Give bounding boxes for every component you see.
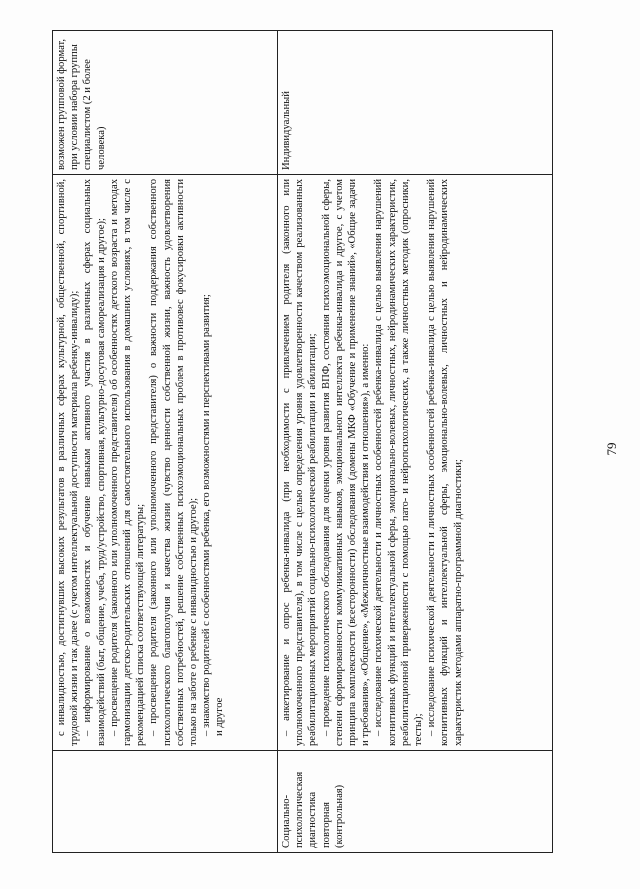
paragraph: – исследование психической деятельности и личностных особенностей ребенка-инвалида с целью выявления нарушений когнитивных функций и интеллектуальной сферы, эмоционально-волевых, личностных, нейродинамических характеристик, реабилитационной приверженности с помощью пато- и нейропсихологических, а также личностных методик (опросники, тесты);	[373, 179, 425, 746]
table-row	[278, 31, 553, 853]
paragraph: и другое	[214, 697, 226, 736]
paragraph: – просвещение родителя (законного или уполномоченного представителя) об особенностях детского возраста и методах гармонизации детско-родительских отношений для самостоятельного использования в домашних условиях, в том числе с рекомендацией списка соответствующей литературы;	[108, 179, 147, 746]
rehab-table	[52, 30, 553, 853]
paragraph: – исследование психической деятельности и личностных особенностей ребенка-инвалида с целью выявления нарушений когнитивных функций и интеллектуальной сферы, эмоционально-волевых, личностных и нейродинамических характеристик методами аппаратно-программной диагностики;	[426, 179, 464, 746]
table-cell-format: возможен групповой формат, при условии набора группы специалистом (2 и более человека)	[53, 31, 278, 175]
table-cell-content	[278, 175, 553, 751]
paragraph: – просвещение родителя (законного или уполномоченного представителя) о важности поддержания собственного психологического благополучия и качества жизни (чувство ценности собственной жизни, важность удовлетворения собственных потребностей, решение собственных психоэмоциональных проблем в противовес фокусировки активности только на заботе о ребенке с инвалидностью и другое);	[148, 179, 200, 746]
paragraph: – анкетирование и опрос ребенка-инвалида (при необходимости с привлечением родителя (законного или уполномоченного представителя), в том числе с целью определения уровня удовлетворенности качеством реализованных реабилитационных мероприятий социально-психологической реабилитации и абилитации;	[281, 179, 319, 746]
paragraph: – проведение психологического обследования для оценки уровня развития ВПФ, состояния психоэмоциональной сферы, степени сформированности коммуникативных навыков, эмоционального интеллекта ребенка-инвалида и другое, с учетом принципа комплексности (всесторонности) обследования (домены МКФ «Обучение и применение знаний», «Общие задачи и требования», «Общение», «Межличностные взаимодействия и отношения»), а именно:	[320, 179, 372, 746]
paragraph: – знакомство родителей с особенностями ребенка, его возможностями и перспективами развития;	[201, 294, 213, 736]
page-number: 79	[604, 442, 619, 456]
table-row	[53, 31, 278, 853]
table-cell-stage: Социально-психологическая диагностика повторная (контрольная)	[278, 751, 553, 853]
table-cell-content	[53, 175, 278, 751]
table-cell-stage	[53, 751, 278, 853]
paragraph: – информирование о возможностях и обучение навыкам активного участия в различных сферах социальных взаимодействий (быт, общение, учеба, труд/устройство, спортивная, культурно-досуговая самореализация и другое);	[82, 179, 107, 746]
table-cell-format: Индивидуальный	[278, 31, 553, 175]
paragraph: с инвалидностью, достигнувших высоких результатов в различных сферах культурной, общественной, спортивной, трудовой жизни и так далее (с учетом интеллектуальной доступности материала ребенку-инвалиду);	[56, 179, 81, 746]
